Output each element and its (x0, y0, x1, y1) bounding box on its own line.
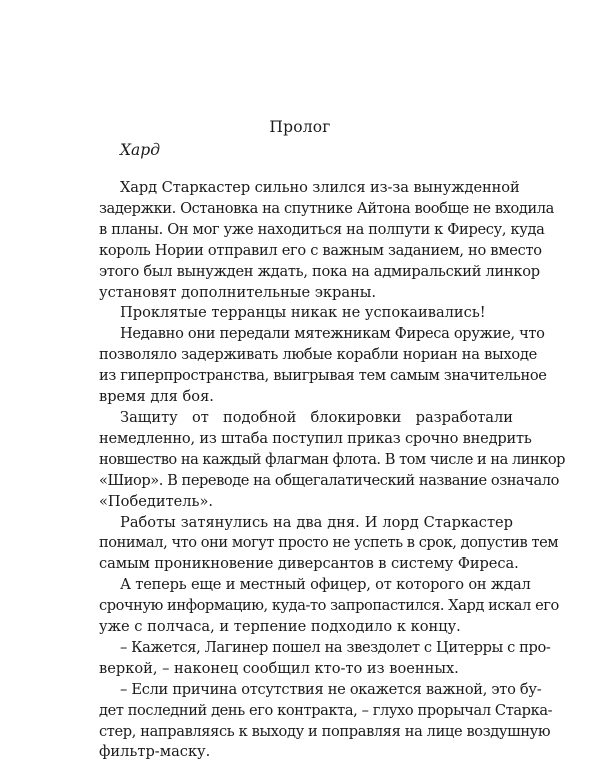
text-line: фильтр-маску. (99, 743, 211, 761)
text-line: немедленно, из штаба поступил приказ срочно внедрить (99, 429, 532, 447)
text-line: «Шиор». В переводе на общегалатический название означало (99, 471, 559, 489)
text-line: новшество на каждый флагман флота. В том числе и на линкор (99, 450, 565, 468)
paragraph-4 (99, 408, 565, 513)
text-line: Работы затянулись на два дня. И лорд Старкастер (120, 513, 513, 531)
paragraph-5 (99, 513, 559, 576)
text-line: в планы. Он мог уже находиться на полпути к Фиресу, куда (99, 220, 545, 238)
paragraph-3 (99, 324, 547, 408)
text-line: понимал, что они могут просто не успеть в срок, допустив тем (99, 534, 559, 552)
paragraph-8 (99, 680, 553, 763)
chapter-pov-name: Хард (120, 141, 161, 159)
paragraph-7 (99, 638, 551, 680)
text-line: король Нории отправил его с важным заданием, но вместо (99, 241, 542, 259)
text-line: уже с полчаса, и терпение подходило к концу. (99, 618, 461, 636)
text-line: – Кажется, Лагинер пошел на звездолет с Цитерры с про- (120, 638, 551, 656)
text-line: веркой, – наконец сообщил кто-то из военных. (99, 659, 459, 677)
text-line: стер, направляясь к выходу и поправляя на лице воздушную (99, 722, 551, 740)
text-line: – Если причина отсутствия не окажется важной, это бу- (120, 680, 542, 698)
text-line: из гиперпространства, выигрывая тем самым значительное (99, 367, 547, 385)
text-line: Недавно они передали мятежникам Фиреса оружие, что (120, 325, 545, 343)
text-line: «Победитель». (99, 492, 214, 510)
text-line: Проклятые терранцы никак не успокаивались! (120, 304, 486, 322)
body-text (99, 178, 565, 763)
text-line: самым проникновение диверсантов в систему Фиреса. (99, 555, 519, 573)
text-line: срочную информацию, куда-то запропастился. Хард искал его (99, 597, 559, 615)
paragraph-2 (99, 303, 513, 324)
text-line: дет последний день его контракта, – глухо прорычал Старка- (99, 701, 553, 719)
text-line: установят дополнительные экраны. (99, 283, 377, 301)
paragraph-6 (99, 575, 559, 638)
text-line: Защиту от подобной блокировки разработали (120, 408, 513, 426)
text-line: этого был вынужден ждать, пока на адмиральский линкор (99, 262, 540, 280)
paragraph-1 (99, 178, 554, 303)
text-line: задержки. Остановка на спутнике Айтона вообще не входила (99, 199, 554, 217)
text-line: А теперь еще и местный офицер, от которого он ждал (120, 576, 531, 594)
chapter-title: Пролог (269, 118, 331, 136)
text-line: Хард Старкастер сильно злился из-за вынужденной (120, 179, 520, 196)
text-line: время для боя. (99, 388, 214, 406)
text-line: позволяло задерживать любые корабли нориан на выходе (99, 346, 538, 364)
